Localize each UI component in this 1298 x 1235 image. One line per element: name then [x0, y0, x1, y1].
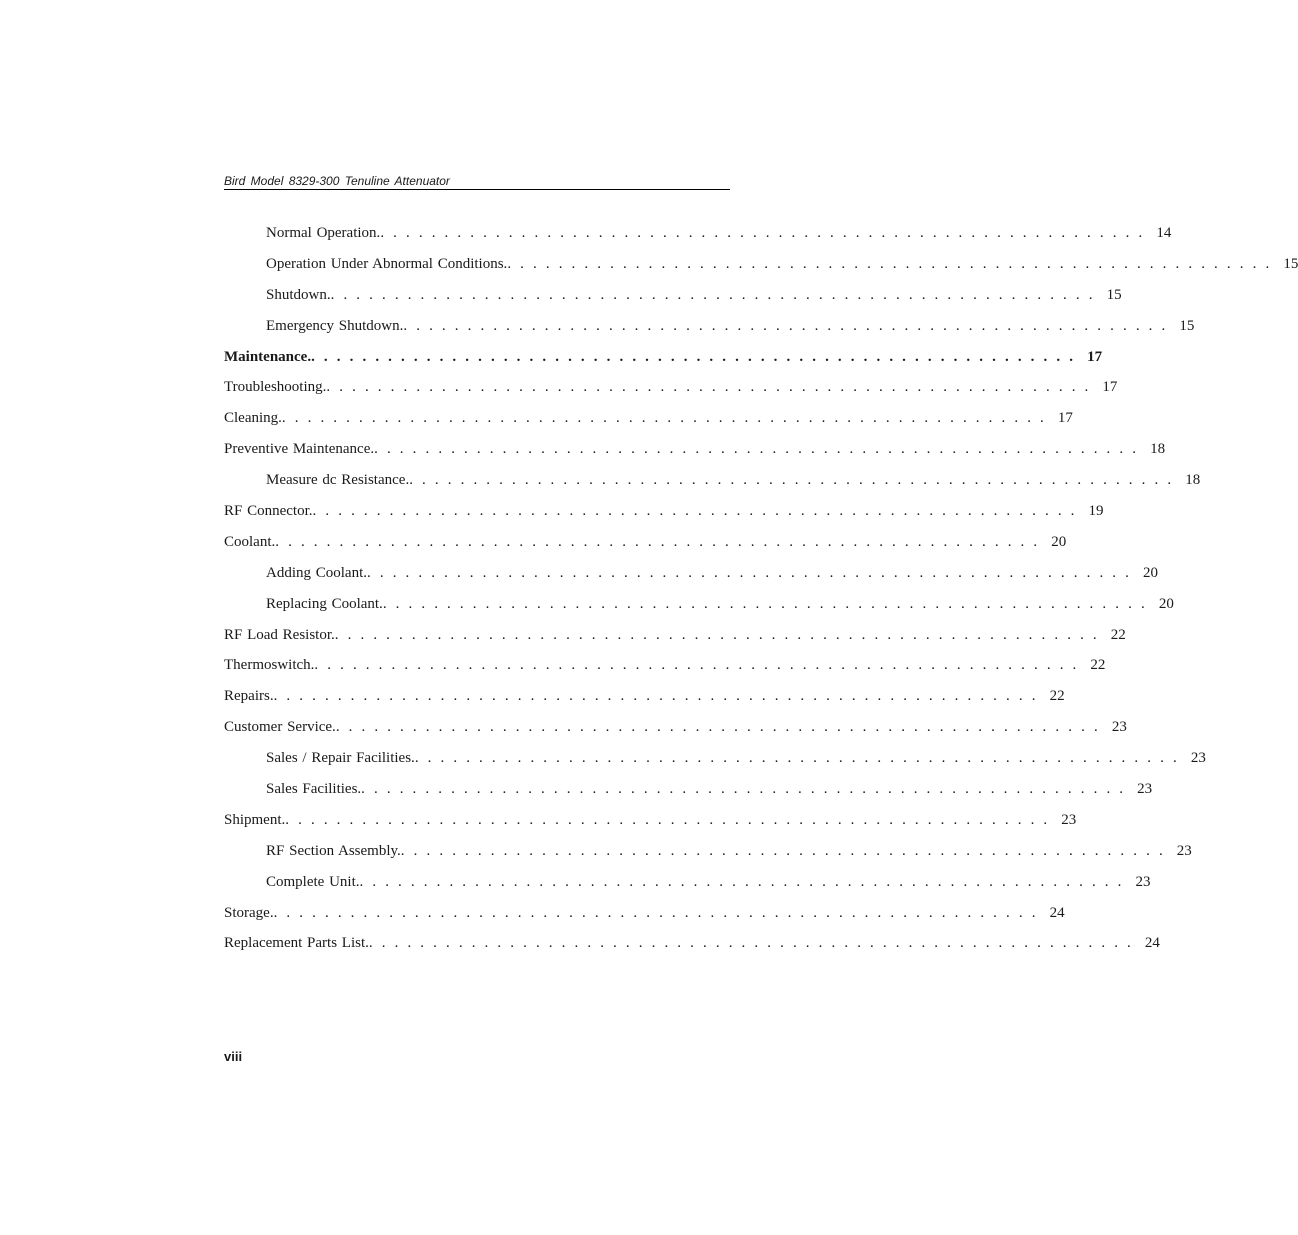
toc-entry[interactable]: [224, 346, 1103, 377]
toc-entry[interactable]: [224, 593, 1174, 624]
toc-dot-leader: ............................................................: [367, 564, 1138, 581]
toc-entry-page: 23: [1135, 873, 1151, 890]
page-number: viii: [224, 1049, 243, 1064]
toc-entry-title: Operation Under Abnormal Conditions.: [266, 255, 508, 272]
toc-entry-title: Thermoswitch.: [224, 657, 315, 674]
toc-dot-leader: ............................................................: [311, 348, 1083, 365]
toc-entry-page: 22: [1110, 626, 1126, 643]
toc-entry-page: 15: [1283, 255, 1298, 272]
toc-entry[interactable]: [224, 902, 1065, 933]
toc-dot-leader: ............................................................: [273, 904, 1045, 921]
toc-entry-title: Customer Service.: [224, 719, 336, 736]
toc-dot-leader: ............................................................: [285, 811, 1057, 828]
toc-entry-page: 23: [1061, 811, 1077, 828]
toc-entry-page: 22: [1090, 657, 1106, 674]
toc-entry[interactable]: [224, 562, 1158, 593]
toc-dot-leader: ............................................................: [281, 410, 1053, 427]
toc-entry-title: Storage.: [224, 904, 274, 921]
toc-entry-page: 20: [1143, 564, 1158, 581]
toc-entry-page: 20: [1158, 595, 1174, 612]
toc-entry-title: Emergency Shutdown.: [266, 317, 404, 334]
toc-entry-page: 19: [1088, 503, 1104, 520]
running-header: [224, 174, 730, 190]
toc-entry[interactable]: [224, 624, 1126, 655]
toc-entry-page: 24: [1144, 935, 1160, 952]
toc-dot-leader: ............................................................: [334, 626, 1106, 643]
toc-dot-leader: ............................................................: [409, 472, 1181, 489]
toc-entry-page: 17: [1087, 348, 1103, 365]
toc-entry[interactable]: [224, 685, 1065, 716]
table-of-contents: [224, 222, 1298, 963]
toc-dot-leader: ............................................................: [374, 441, 1146, 458]
toc-dot-leader: ............................................................: [314, 657, 1086, 674]
toc-entry-title: Replacing Coolant.: [266, 595, 383, 612]
toc-entry[interactable]: [224, 500, 1104, 531]
toc-dot-leader: ............................................................: [507, 255, 1279, 272]
toc-entry-page: 15: [1106, 286, 1122, 303]
toc-entry[interactable]: [224, 531, 1067, 562]
toc-entry[interactable]: [224, 438, 1166, 469]
toc-entry[interactable]: [224, 778, 1153, 809]
toc-entry-title: RF Connector.: [224, 503, 313, 520]
toc-dot-leader: ............................................................: [359, 873, 1131, 890]
toc-entry-page: 22: [1049, 688, 1065, 705]
toc-entry-title: Cleaning.: [224, 410, 282, 427]
toc-entry-title: Repairs.: [224, 688, 274, 705]
toc-entry[interactable]: [224, 253, 1298, 284]
toc-entry[interactable]: [224, 654, 1106, 685]
toc-entry-page: 23: [1190, 750, 1206, 767]
toc-dot-leader: ............................................................: [275, 533, 1047, 550]
toc-dot-leader: ............................................................: [368, 935, 1140, 952]
toc-entry-page: 17: [1057, 410, 1073, 427]
toc-dot-leader: ............................................................: [382, 595, 1154, 612]
toc-entry-title: Shipment.: [224, 811, 286, 828]
toc-entry[interactable]: [224, 716, 1127, 747]
toc-entry-page: 23: [1111, 719, 1127, 736]
toc-entry-page: 17: [1102, 379, 1118, 396]
toc-entry[interactable]: [224, 284, 1122, 315]
toc-dot-leader: ............................................................: [414, 750, 1186, 767]
toc-entry-title: Replacement Parts List.: [224, 935, 369, 952]
toc-dot-leader: ............................................................: [335, 719, 1107, 736]
toc-dot-leader: ............................................................: [326, 379, 1098, 396]
toc-entry-title: Coolant.: [224, 533, 276, 550]
toc-entry-title: Complete Unit.: [266, 873, 360, 890]
toc-entry[interactable]: [224, 469, 1201, 500]
toc-entry[interactable]: [224, 932, 1160, 963]
toc-entry-title: RF Load Resistor.: [224, 626, 335, 643]
toc-entry-title: Preventive Maintenance.: [224, 441, 375, 458]
toc-entry-page: 18: [1185, 472, 1201, 489]
toc-entry[interactable]: [224, 407, 1073, 438]
toc-entry-title: Shutdown.: [266, 286, 331, 303]
toc-entry[interactable]: [224, 747, 1206, 778]
toc-entry[interactable]: [224, 315, 1195, 346]
toc-entry-page: 14: [1156, 225, 1172, 241]
toc-entry-page: 24: [1049, 904, 1065, 921]
toc-dot-leader: ............................................................: [330, 286, 1102, 303]
toc-entry-page: 20: [1051, 533, 1067, 550]
toc-entry[interactable]: [224, 840, 1192, 871]
toc-entry-title: Measure dc Resistance.: [266, 472, 410, 489]
toc-entry-title: Sales Facilities.: [266, 781, 362, 798]
toc-entry-page: 23: [1176, 842, 1192, 859]
toc-entry-title: Troubleshooting.: [224, 379, 327, 396]
toc-entry-title: Sales / Repair Facilities.: [266, 750, 415, 767]
toc-dot-leader: ............................................................: [400, 842, 1172, 859]
toc-entry[interactable]: [224, 376, 1118, 407]
toc-entry-page: 23: [1137, 781, 1153, 798]
toc-dot-leader: ............................................................: [403, 317, 1175, 334]
toc-entry-title: Adding Coolant.: [266, 564, 367, 581]
toc-entry[interactable]: [224, 871, 1151, 902]
toc-dot-leader: ............................................................: [273, 688, 1045, 705]
toc-entry[interactable]: [224, 222, 1172, 253]
toc-entry-title: RF Section Assembly.: [266, 842, 401, 859]
toc-dot-leader: ............................................................: [361, 781, 1133, 798]
toc-entry-title: Maintenance.: [224, 348, 312, 365]
toc-entry-title: Normal Operation.: [266, 225, 381, 241]
toc-dot-leader: ............................................................: [312, 503, 1084, 520]
toc-entry[interactable]: [224, 809, 1077, 840]
running-header-title: Bird Model 8329-300 Tenuline Attenuator: [224, 174, 450, 188]
toc-dot-leader: ............................................................: [380, 225, 1152, 241]
toc-entry-page: 18: [1150, 441, 1166, 458]
toc-entry-page: 15: [1179, 317, 1195, 334]
